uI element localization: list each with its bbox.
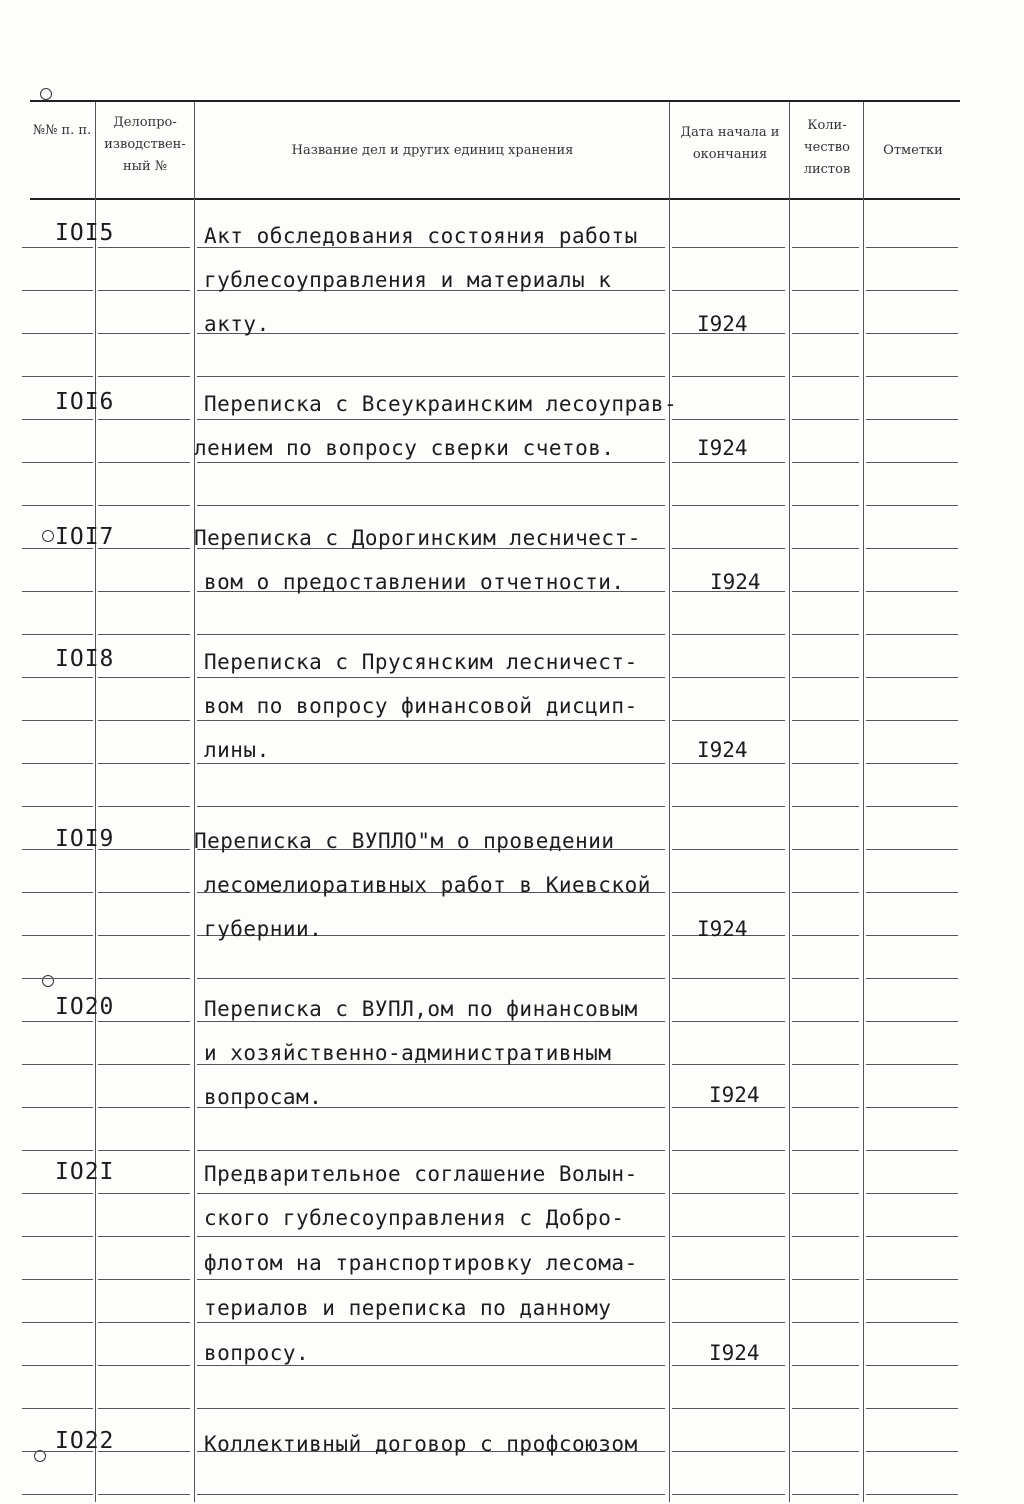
record-title-line: лесомелиоративных работ в Киевской bbox=[204, 873, 651, 897]
row-rule bbox=[98, 462, 190, 463]
row-rule bbox=[866, 1322, 958, 1323]
record-date: I924 bbox=[697, 436, 748, 460]
record-title-line: Переписка с Дорогинским лесничест- bbox=[194, 526, 641, 550]
row-rule bbox=[672, 1193, 785, 1194]
record-title-line: гублесоуправления и материалы к bbox=[204, 268, 612, 292]
row-rule bbox=[197, 720, 665, 721]
record-title-line: акту. bbox=[204, 312, 270, 336]
row-rule bbox=[866, 591, 958, 592]
column-rule bbox=[863, 102, 864, 1502]
row-rule bbox=[866, 677, 958, 678]
record-title-line: губернии. bbox=[204, 917, 323, 941]
row-rule bbox=[22, 1107, 93, 1108]
row-rule bbox=[98, 376, 190, 377]
row-rule bbox=[22, 677, 93, 678]
row-rule bbox=[866, 763, 958, 764]
row-rule bbox=[672, 247, 785, 248]
row-rule bbox=[672, 892, 785, 893]
row-rule bbox=[672, 849, 785, 850]
row-rule bbox=[197, 677, 665, 678]
row-rule bbox=[22, 892, 93, 893]
row-rule bbox=[197, 1408, 665, 1409]
row-rule bbox=[866, 333, 958, 334]
row-rule bbox=[672, 1064, 785, 1065]
row-rule bbox=[792, 1021, 859, 1022]
row-rule bbox=[22, 1021, 93, 1022]
row-rule bbox=[672, 1365, 785, 1366]
row-rule bbox=[197, 806, 665, 807]
column-rule bbox=[194, 102, 195, 1502]
row-rule bbox=[197, 1236, 665, 1237]
row-rule bbox=[197, 1279, 665, 1280]
row-rule bbox=[197, 763, 665, 764]
row-rule bbox=[792, 505, 859, 506]
header-top-rule bbox=[30, 100, 960, 102]
row-rule bbox=[197, 376, 665, 377]
record-number: IOI7 bbox=[55, 524, 115, 550]
row-rule bbox=[22, 419, 93, 420]
header-number-col: №№ п. п. bbox=[32, 123, 92, 138]
record-number: IOI5 bbox=[55, 220, 115, 246]
row-rule bbox=[866, 290, 958, 291]
row-rule bbox=[98, 1150, 190, 1151]
row-rule bbox=[866, 1193, 958, 1194]
row-rule bbox=[792, 1236, 859, 1237]
row-rule bbox=[22, 1064, 93, 1065]
row-rule bbox=[22, 1150, 93, 1151]
row-rule bbox=[866, 419, 958, 420]
row-rule bbox=[672, 548, 785, 549]
record-number: IOI6 bbox=[55, 389, 115, 415]
row-rule bbox=[197, 462, 665, 463]
row-rule bbox=[672, 1236, 785, 1237]
record-title-line: Коллективный договор с профсоюзом bbox=[204, 1432, 638, 1456]
row-rule bbox=[197, 634, 665, 635]
row-rule bbox=[672, 763, 785, 764]
row-rule bbox=[792, 1322, 859, 1323]
row-rule bbox=[792, 1107, 859, 1108]
row-rule bbox=[98, 505, 190, 506]
row-rule bbox=[197, 1150, 665, 1151]
row-rule bbox=[197, 1021, 665, 1022]
row-rule bbox=[672, 1021, 785, 1022]
row-rule bbox=[22, 1494, 93, 1495]
header-office-col: Делопро- изводствен- ный № bbox=[104, 115, 186, 174]
row-rule bbox=[672, 1451, 785, 1452]
record-title-line: Переписка с Прусянским лесничест- bbox=[204, 650, 638, 674]
record-title-line: териалов и переписка по данному bbox=[204, 1296, 612, 1320]
row-rule bbox=[98, 419, 190, 420]
record-number: IO2I bbox=[55, 1159, 115, 1185]
record-date: I924 bbox=[697, 312, 748, 336]
row-rule bbox=[98, 1021, 190, 1022]
row-rule bbox=[22, 1408, 93, 1409]
row-rule bbox=[866, 505, 958, 506]
record-title-line: Переписка с Всеукраинским лесоуправ- bbox=[204, 392, 678, 416]
row-rule bbox=[98, 1365, 190, 1366]
record-title-line: и хозяйственно-административным bbox=[204, 1041, 612, 1065]
row-rule bbox=[866, 1150, 958, 1151]
record-date: I924 bbox=[710, 570, 761, 594]
row-rule bbox=[98, 892, 190, 893]
header-notes-col: Отметки bbox=[883, 143, 943, 158]
row-rule bbox=[98, 720, 190, 721]
record-title-line: Переписка с ВУПЛО"м о проведении bbox=[194, 829, 615, 853]
record-title-line: вом о предоставлении отчетности. bbox=[204, 570, 625, 594]
row-rule bbox=[98, 978, 190, 979]
header-bottom-rule bbox=[30, 198, 960, 200]
row-rule bbox=[98, 1236, 190, 1237]
row-rule bbox=[22, 333, 93, 334]
row-rule bbox=[22, 1365, 93, 1366]
record-title-line: флотом на транспортировку лесома- bbox=[204, 1251, 638, 1275]
row-rule bbox=[866, 1236, 958, 1237]
record-number: IOI8 bbox=[55, 646, 115, 672]
row-rule bbox=[22, 505, 93, 506]
row-rule bbox=[672, 1322, 785, 1323]
record-title-line: вопросу. bbox=[204, 1341, 310, 1365]
row-rule bbox=[792, 978, 859, 979]
record-title-line: ского гублесоуправления с Добро- bbox=[204, 1206, 625, 1230]
row-rule bbox=[22, 634, 93, 635]
column-rule bbox=[669, 102, 670, 1502]
row-rule bbox=[672, 634, 785, 635]
row-rule bbox=[672, 720, 785, 721]
record-title-line: Предварительное соглашение Волын- bbox=[204, 1162, 638, 1186]
row-rule bbox=[866, 634, 958, 635]
row-rule bbox=[672, 1107, 785, 1108]
row-rule bbox=[866, 1021, 958, 1022]
row-rule bbox=[98, 1322, 190, 1323]
punch-hole-icon bbox=[40, 88, 52, 100]
row-rule bbox=[792, 806, 859, 807]
row-rule bbox=[792, 720, 859, 721]
row-rule bbox=[98, 634, 190, 635]
column-rule bbox=[95, 102, 96, 1502]
row-rule bbox=[98, 1193, 190, 1194]
row-rule bbox=[98, 1494, 190, 1495]
row-rule bbox=[672, 419, 785, 420]
row-rule bbox=[792, 1451, 859, 1452]
row-rule bbox=[792, 849, 859, 850]
row-rule bbox=[866, 849, 958, 850]
row-rule bbox=[197, 505, 665, 506]
row-rule bbox=[792, 247, 859, 248]
row-rule bbox=[197, 419, 665, 420]
row-rule bbox=[792, 634, 859, 635]
record-date: I924 bbox=[709, 1341, 760, 1365]
record-title-line: лением по вопросу сверки счетов. bbox=[194, 436, 615, 460]
punch-hole-icon bbox=[42, 975, 54, 987]
row-rule bbox=[866, 935, 958, 936]
row-rule bbox=[98, 1107, 190, 1108]
row-rule bbox=[98, 1408, 190, 1409]
row-rule bbox=[98, 591, 190, 592]
row-rule bbox=[672, 1408, 785, 1409]
row-rule bbox=[866, 806, 958, 807]
record-number: IO20 bbox=[55, 994, 115, 1020]
record-title-line: вом по вопросу финансовой дисцип- bbox=[204, 694, 638, 718]
record-title-line: Переписка с ВУПЛ,ом по финансовым bbox=[204, 997, 638, 1021]
column-rule bbox=[789, 102, 790, 1502]
record-date: I924 bbox=[709, 1083, 760, 1107]
row-rule bbox=[98, 677, 190, 678]
row-rule bbox=[22, 591, 93, 592]
row-rule bbox=[197, 1322, 665, 1323]
row-rule bbox=[792, 462, 859, 463]
row-rule bbox=[22, 720, 93, 721]
row-rule bbox=[792, 892, 859, 893]
row-rule bbox=[672, 505, 785, 506]
record-number: IO22 bbox=[55, 1428, 115, 1454]
row-rule bbox=[22, 1279, 93, 1280]
record-date: I924 bbox=[697, 917, 748, 941]
row-rule bbox=[792, 1279, 859, 1280]
row-rule bbox=[98, 763, 190, 764]
row-rule bbox=[866, 247, 958, 248]
row-rule bbox=[22, 978, 93, 979]
row-rule bbox=[197, 1494, 665, 1495]
row-rule bbox=[866, 462, 958, 463]
row-rule bbox=[866, 892, 958, 893]
row-rule bbox=[866, 1408, 958, 1409]
row-rule bbox=[792, 1193, 859, 1194]
record-title-line: Акт обследования состояния работы bbox=[204, 224, 638, 248]
row-rule bbox=[866, 1365, 958, 1366]
record-date: I924 bbox=[697, 738, 748, 762]
row-rule bbox=[672, 1279, 785, 1280]
row-rule bbox=[792, 1408, 859, 1409]
row-rule bbox=[792, 935, 859, 936]
row-rule bbox=[672, 677, 785, 678]
row-rule bbox=[866, 720, 958, 721]
row-rule bbox=[866, 548, 958, 549]
row-rule bbox=[792, 548, 859, 549]
row-rule bbox=[866, 1451, 958, 1452]
row-rule bbox=[792, 333, 859, 334]
row-rule bbox=[672, 290, 785, 291]
row-rule bbox=[672, 376, 785, 377]
row-rule bbox=[792, 376, 859, 377]
row-rule bbox=[672, 978, 785, 979]
row-rule bbox=[792, 1064, 859, 1065]
row-rule bbox=[672, 1494, 785, 1495]
row-rule bbox=[866, 978, 958, 979]
record-title-line: лины. bbox=[204, 738, 270, 762]
row-rule bbox=[197, 1365, 665, 1366]
row-rule bbox=[866, 1494, 958, 1495]
row-rule bbox=[792, 1365, 859, 1366]
row-rule bbox=[22, 935, 93, 936]
row-rule bbox=[792, 677, 859, 678]
row-rule bbox=[792, 591, 859, 592]
row-rule bbox=[22, 1322, 93, 1323]
row-rule bbox=[197, 978, 665, 979]
header-title-col: Название дел и других единиц хранения bbox=[291, 143, 574, 158]
header-sheets-col: Коли- чество листов bbox=[803, 118, 851, 177]
row-rule bbox=[866, 1064, 958, 1065]
row-rule bbox=[22, 806, 93, 807]
row-rule bbox=[98, 1064, 190, 1065]
row-rule bbox=[197, 1193, 665, 1194]
row-rule bbox=[672, 1150, 785, 1151]
row-rule bbox=[866, 376, 958, 377]
row-rule bbox=[22, 462, 93, 463]
row-rule bbox=[792, 419, 859, 420]
row-rule bbox=[22, 247, 93, 248]
header-date-col: Дата начала и окончания bbox=[680, 125, 780, 162]
row-rule bbox=[98, 1279, 190, 1280]
row-rule bbox=[22, 763, 93, 764]
row-rule bbox=[672, 806, 785, 807]
row-rule bbox=[98, 333, 190, 334]
row-rule bbox=[98, 247, 190, 248]
row-rule bbox=[792, 1150, 859, 1151]
row-rule bbox=[98, 290, 190, 291]
row-rule bbox=[792, 763, 859, 764]
row-rule bbox=[22, 1193, 93, 1194]
row-rule bbox=[22, 290, 93, 291]
punch-hole-icon bbox=[42, 530, 54, 542]
row-rule bbox=[672, 462, 785, 463]
row-rule bbox=[98, 935, 190, 936]
record-title-line: вопросам. bbox=[204, 1085, 323, 1109]
row-rule bbox=[866, 1279, 958, 1280]
record-number: IOI9 bbox=[55, 826, 115, 852]
row-rule bbox=[22, 376, 93, 377]
row-rule bbox=[792, 290, 859, 291]
row-rule bbox=[866, 1107, 958, 1108]
row-rule bbox=[98, 806, 190, 807]
row-rule bbox=[792, 1494, 859, 1495]
row-rule bbox=[22, 1236, 93, 1237]
